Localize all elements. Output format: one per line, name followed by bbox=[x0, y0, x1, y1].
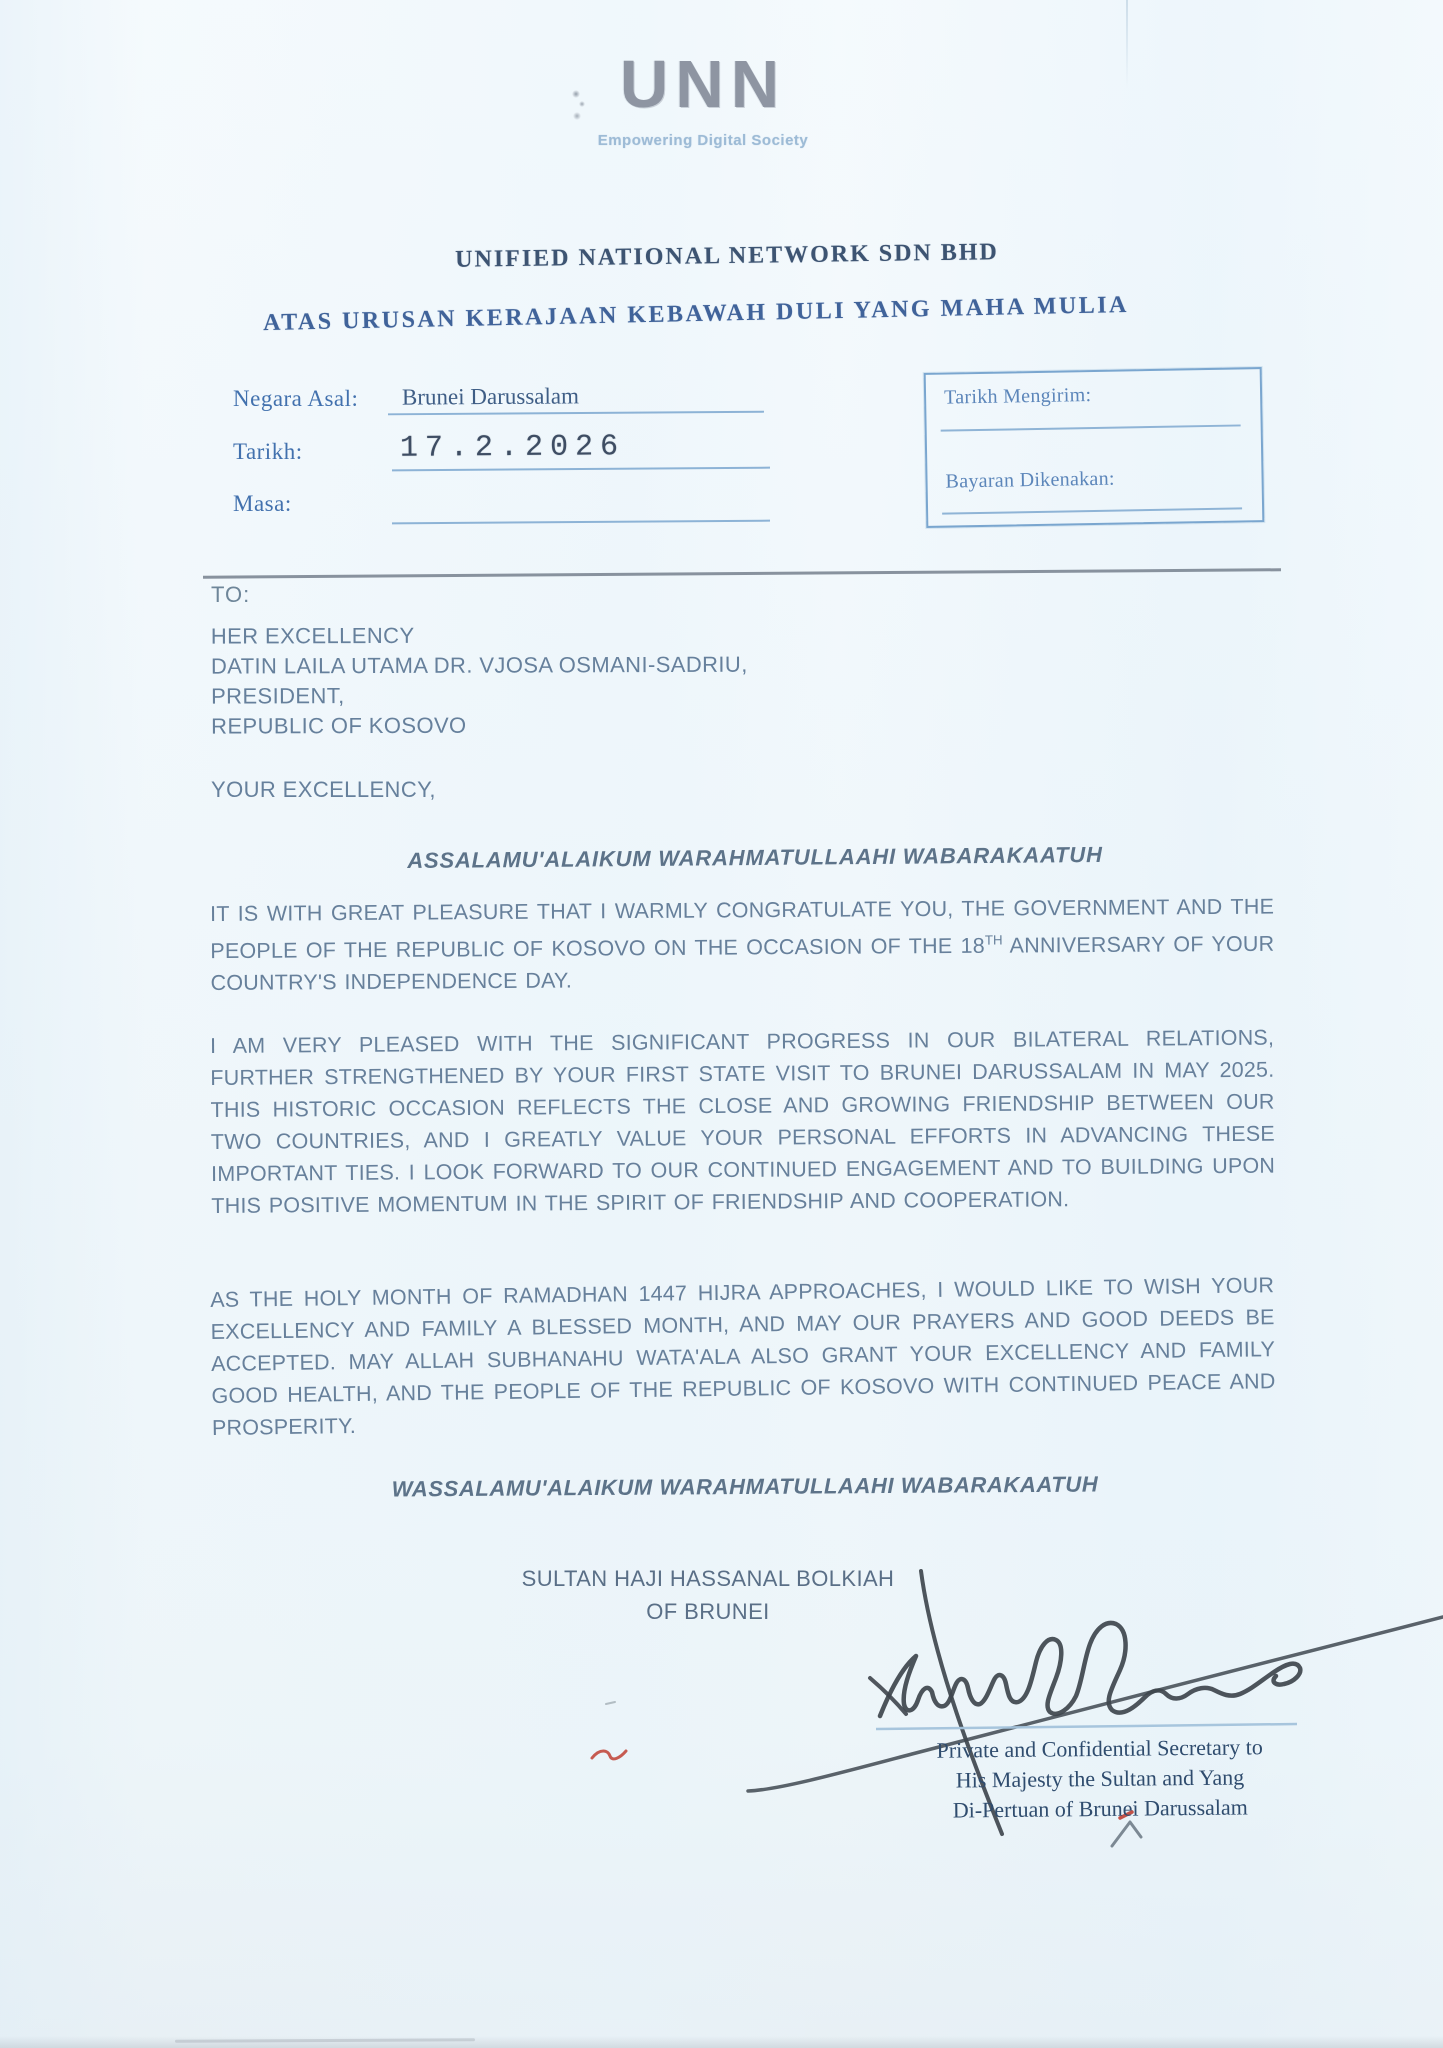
secretary-caption bbox=[880, 1732, 1321, 1827]
field-label-tarikh-mengirim: Tarikh Mengirim: bbox=[943, 384, 1092, 409]
field-value-negara-asal: Brunei Darussalam bbox=[401, 383, 580, 410]
paragraph-text: ANNIVERSARY OF YOUR COUNTRY'S INDEPENDENCE DAY. bbox=[210, 931, 1275, 996]
secretary-caption-line: Di-Pertuan of Brunei Darussalam bbox=[952, 1794, 1248, 1823]
underline-masa bbox=[392, 520, 770, 525]
sender-name: SULTAN HAJI HASSANAL BOLKIAH bbox=[521, 1566, 895, 1591]
field-label-masa: Masa: bbox=[233, 491, 292, 516]
caret-mark bbox=[1112, 1822, 1141, 1846]
scan-streak-artifact bbox=[175, 2038, 475, 2043]
recipient-line: PRESIDENT, bbox=[211, 683, 345, 709]
underline-negara-asal bbox=[388, 411, 764, 416]
field-label-bayaran-dikenakan: Bayaran Dikenakan: bbox=[945, 467, 1115, 493]
red-ink-mark bbox=[592, 1751, 626, 1759]
secretary-caption-line: Private and Confidential Secretary to bbox=[936, 1734, 1263, 1763]
scan-crease-artifact bbox=[1126, 0, 1128, 88]
signature-scribble bbox=[540, 1530, 1443, 1890]
signature-cross-stroke bbox=[870, 1678, 906, 1714]
body-paragraph-2: I AM VERY PLEASED WITH THE SIGNIFICANT PROGRESS IN OUR BILATERAL RELATIONS, FURTHER STRENGTHENED BY YOUR FIRST STATE VISIT TO BRUNEI DARUSSALAM IN MAY 2025. THIS HISTORIC OCCASION REFLECTS THE CLOSE AND GROWING FRIENDSHIP BETWEEN OUR TWO COUNTRIES, AND I GREATLY VALUE YOUR PERSONAL EFFORTS IN ADVANCING THESE IMPORTANT TIES. I LOOK FORWARD TO OUR CONTINUED ENGAGEMENT AND TO BUILDING UPON THIS POSITIVE MOMENTUM IN THE SPIRIT OF FRIENDSHIP AND COOPERATION. bbox=[210, 1025, 1276, 1218]
scan-speck bbox=[606, 1702, 615, 1704]
ordinal-superscript: TH bbox=[984, 932, 1003, 948]
underline-bayaran-dikenakan bbox=[942, 507, 1242, 514]
salutation: YOUR EXCELLENCY, bbox=[211, 777, 436, 802]
secretary-caption-line: His Majesty the Sultan and Yang bbox=[955, 1764, 1245, 1793]
to-label: TO: bbox=[211, 582, 251, 607]
paragraph-text: IT IS WITH GREAT PLEASURE THAT I WARMLY CONGRATULATE YOU, THE GOVERNMENT AND THE PEOPLE OF THE REPUBLIC OF KOSOVO ON THE OCCASION OF THE 18 bbox=[210, 894, 1275, 964]
royal-matter-heading: ATAS URUSAN KERAJAAN KEBAWAH DULI YANG MAHA MULIA bbox=[262, 291, 1130, 337]
scan-speck-artifact bbox=[572, 88, 588, 128]
body-paragraph-1 bbox=[210, 891, 1275, 1000]
fee-box bbox=[924, 367, 1265, 528]
section-divider-rule bbox=[203, 568, 1281, 579]
secretary-caption-rule bbox=[876, 1724, 1297, 1729]
logo-tagline: Empowering Digital Society bbox=[597, 132, 809, 149]
underline-tarikh-mengirim bbox=[941, 424, 1241, 431]
recipient-address bbox=[211, 618, 1111, 741]
unn-logo-text: UNN bbox=[619, 47, 787, 122]
body-paragraph-3: AS THE HOLY MONTH OF RAMADHAN 1447 HIJRA APPROACHES, I WOULD LIKE TO WISH YOUR EXCELLENCY AND FAMILY A BLESSED MONTH, AND MAY OUR PRAYERS AND GOOD DEEDS BE ACCEPTED. MAY ALLAH SUBHANAHU WATA'ALA ALSO GRANT YOUR EXCELLENCY AND FAMILY GOOD HEALTH, AND THE PEOPLE OF THE REPUBLIC OF KOSOVO WITH CONTINUED PEACE AND PROSPERITY. bbox=[210, 1273, 1276, 1440]
sender-title: OF BRUNEI bbox=[646, 1599, 770, 1624]
field-label-tarikh: Tarikh: bbox=[233, 439, 303, 464]
underline-tarikh bbox=[392, 467, 770, 472]
company-name-heading: UNIFIED NATIONAL NETWORK SDN BHD bbox=[455, 239, 999, 273]
recipient-line: DATIN LAILA UTAMA DR. VJOSA OSMANI-SADRIU, bbox=[210, 651, 748, 679]
field-label-negara-asal: Negara Asal: bbox=[233, 386, 359, 411]
recipient-line: REPUBLIC OF KOSOVO bbox=[211, 712, 467, 739]
opening-islamic-greeting: ASSALAMU'ALAIKUM WARAHMATULLAAHI WABARAKAATUH bbox=[407, 841, 1103, 874]
closing-islamic-greeting: WASSALAMU'ALAIKUM WARAHMATULLAAHI WABARAKAATUH bbox=[391, 1471, 1099, 1502]
unn-logo bbox=[0, 46, 1406, 123]
recipient-line: HER EXCELLENCY bbox=[210, 622, 415, 649]
field-value-tarikh: 17.2.2026 bbox=[399, 430, 626, 466]
